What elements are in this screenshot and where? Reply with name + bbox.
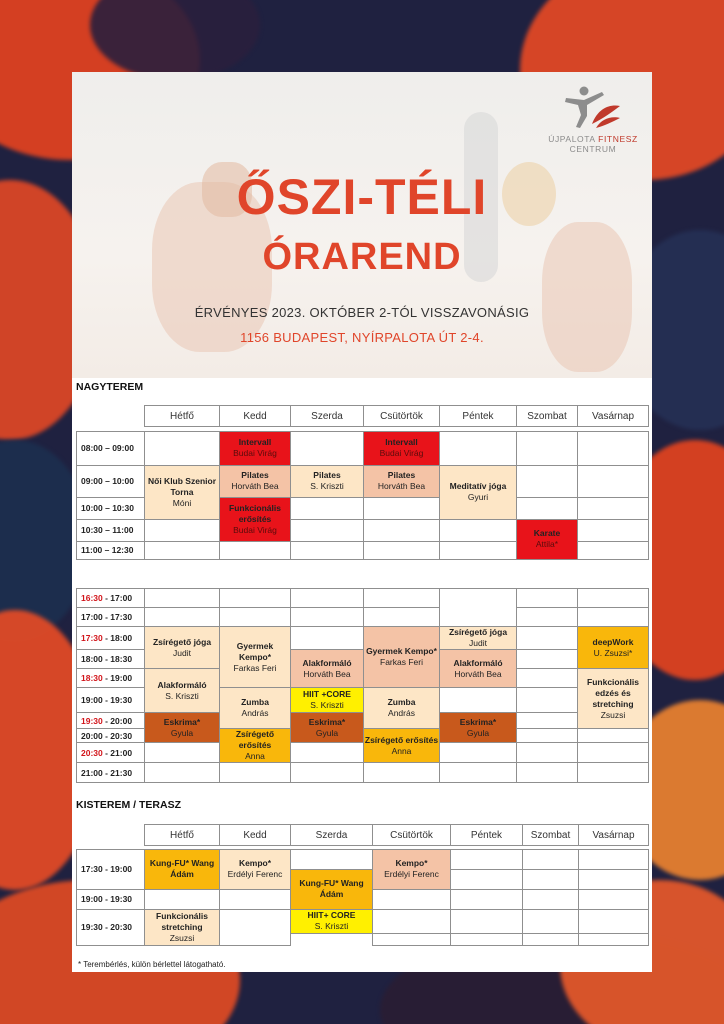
- class-cell: Intervall Budai Virág: [364, 431, 440, 465]
- class-cell: Gyermek Kempo* Farkas Feri: [220, 627, 291, 688]
- class-cell: Kempo* Erdélyi Ferenc: [220, 849, 291, 889]
- time-slot: 19:30 - 20:30: [77, 909, 145, 945]
- time-slot: 10:30 – 11:00: [77, 519, 145, 541]
- time-slot: 21:00 - 21:30: [77, 763, 145, 783]
- day-header: Hétfő: [145, 406, 220, 427]
- class-cell: Zsírégető erősítés Anna: [364, 729, 440, 763]
- time-slot: 19:00 - 19:30: [77, 688, 145, 713]
- class-cell: Intervall Budai Virág: [220, 431, 291, 465]
- class-cell: Funkcionális erősítés Budai Virág: [220, 497, 291, 541]
- day-header: Szombat: [523, 825, 579, 846]
- day-header: Szerda: [291, 406, 364, 427]
- time-slot: 17:30 - 18:00: [77, 627, 145, 650]
- class-cell: Karate Attila*: [517, 519, 578, 559]
- day-header: Péntek: [451, 825, 523, 846]
- time-slot: 09:00 – 10:00: [77, 465, 145, 497]
- class-cell: Női Klub Szenior Torna Móni: [145, 465, 220, 519]
- day-header: Szombat: [517, 406, 578, 427]
- day-header: Vasárnap: [578, 406, 649, 427]
- class-cell: Eskrima* Gyula: [440, 713, 517, 743]
- time-slot: 18:00 - 18:30: [77, 650, 145, 669]
- validity-text: ÉRVÉNYES 2023. OKTÓBER 2-TÓL VISSZAVONÁSIG: [194, 305, 530, 320]
- day-header: Kedd: [220, 825, 291, 846]
- class-cell: Funkcionális edzés és stretching Zsuzsi: [578, 669, 649, 729]
- class-cell: HIIT+ CORE S. Kriszti: [291, 909, 373, 933]
- small-room-schedule-table: [76, 824, 649, 946]
- time-slot: 18:30 - 19:00: [77, 669, 145, 688]
- fitness-figure-logo: [562, 84, 622, 130]
- class-cell: Eskrima* Gyula: [145, 713, 220, 743]
- class-cell: HIIT +CORE S. Kriszti: [291, 688, 364, 713]
- class-cell: Funkcionális stretching Zsuzsi: [145, 909, 220, 945]
- class-cell: Pilates Horváth Bea: [220, 465, 291, 497]
- corner-cell: [77, 406, 145, 427]
- day-header: Kedd: [220, 406, 291, 427]
- brand-part-2: FITNESZ: [595, 134, 638, 144]
- time-slot: 16:30 - 17:00: [77, 589, 145, 608]
- day-header: Vasárnap: [579, 825, 649, 846]
- morning-schedule-table: [76, 405, 649, 560]
- footnote: * Terembérlés, külön bérlettel látogatható.: [78, 960, 226, 969]
- section-nagyterem: NAGYTEREM: [76, 381, 144, 393]
- title-line-2: ÓRAREND: [262, 236, 462, 278]
- class-cell: Zsírégető jóga Judit: [440, 627, 517, 650]
- day-header: Péntek: [440, 406, 517, 427]
- time-slot: 17:00 - 17:30: [77, 608, 145, 627]
- class-cell: Zumba András: [364, 688, 440, 729]
- class-cell: Alakformáló Horváth Bea: [291, 650, 364, 688]
- brand-name: [534, 134, 652, 154]
- time-slot: 08:00 – 09:00: [77, 431, 145, 465]
- time-slot: 17:30 - 19:00: [77, 849, 145, 889]
- class-cell: Alakformáló Horváth Bea: [440, 650, 517, 688]
- day-header: Csütörtök: [373, 825, 451, 846]
- brand-line-2: CENTRUM: [569, 144, 617, 154]
- day-header: Szerda: [291, 825, 373, 846]
- day-header: Hétfő: [145, 825, 220, 846]
- time-slot: 20:30 - 21:00: [77, 743, 145, 763]
- time-slot: 10:00 – 10:30: [77, 497, 145, 519]
- section-kisterem: KISTEREM / TERASZ: [76, 799, 182, 811]
- day-header: Csütörtök: [364, 406, 440, 427]
- class-cell: Gyermek Kempo* Farkas Feri: [364, 627, 440, 688]
- class-cell: deepWork U. Zsuzsi*: [578, 627, 649, 669]
- time-slot: 11:00 – 12:30: [77, 541, 145, 559]
- class-cell: Kung-FU* Wang Ádám: [145, 849, 220, 889]
- title-line-1: ŐSZI-TÉLI: [236, 169, 488, 225]
- address-text: 1156 BUDAPEST, NYÍRPALOTA ÚT 2-4.: [240, 330, 484, 345]
- evening-schedule-table: [76, 588, 649, 783]
- time-slot: 19:30 - 20:00: [77, 713, 145, 729]
- class-cell: Kung-FU* Wang Ádám: [291, 869, 373, 909]
- class-cell: Pilates Horváth Bea: [364, 465, 440, 497]
- class-cell: Eskrima* Gyula: [291, 713, 364, 743]
- time-slot: 20:00 - 20:30: [77, 729, 145, 743]
- class-cell: Zumba András: [220, 688, 291, 729]
- class-cell: Pilates S. Kriszti: [291, 465, 364, 497]
- class-cell: Kempo* Erdélyi Ferenc: [373, 849, 451, 889]
- brand-part-1: ÚJPALOTA: [548, 134, 596, 144]
- class-cell: Meditatív jóga Gyuri: [440, 465, 517, 519]
- class-cell: Zsírégető jóga Judit: [145, 627, 220, 669]
- class-cell: Zsírégető erősítés Anna: [220, 729, 291, 763]
- class-cell: Alakformáló S. Kriszti: [145, 669, 220, 713]
- time-slot: 19:00 - 19:30: [77, 889, 145, 909]
